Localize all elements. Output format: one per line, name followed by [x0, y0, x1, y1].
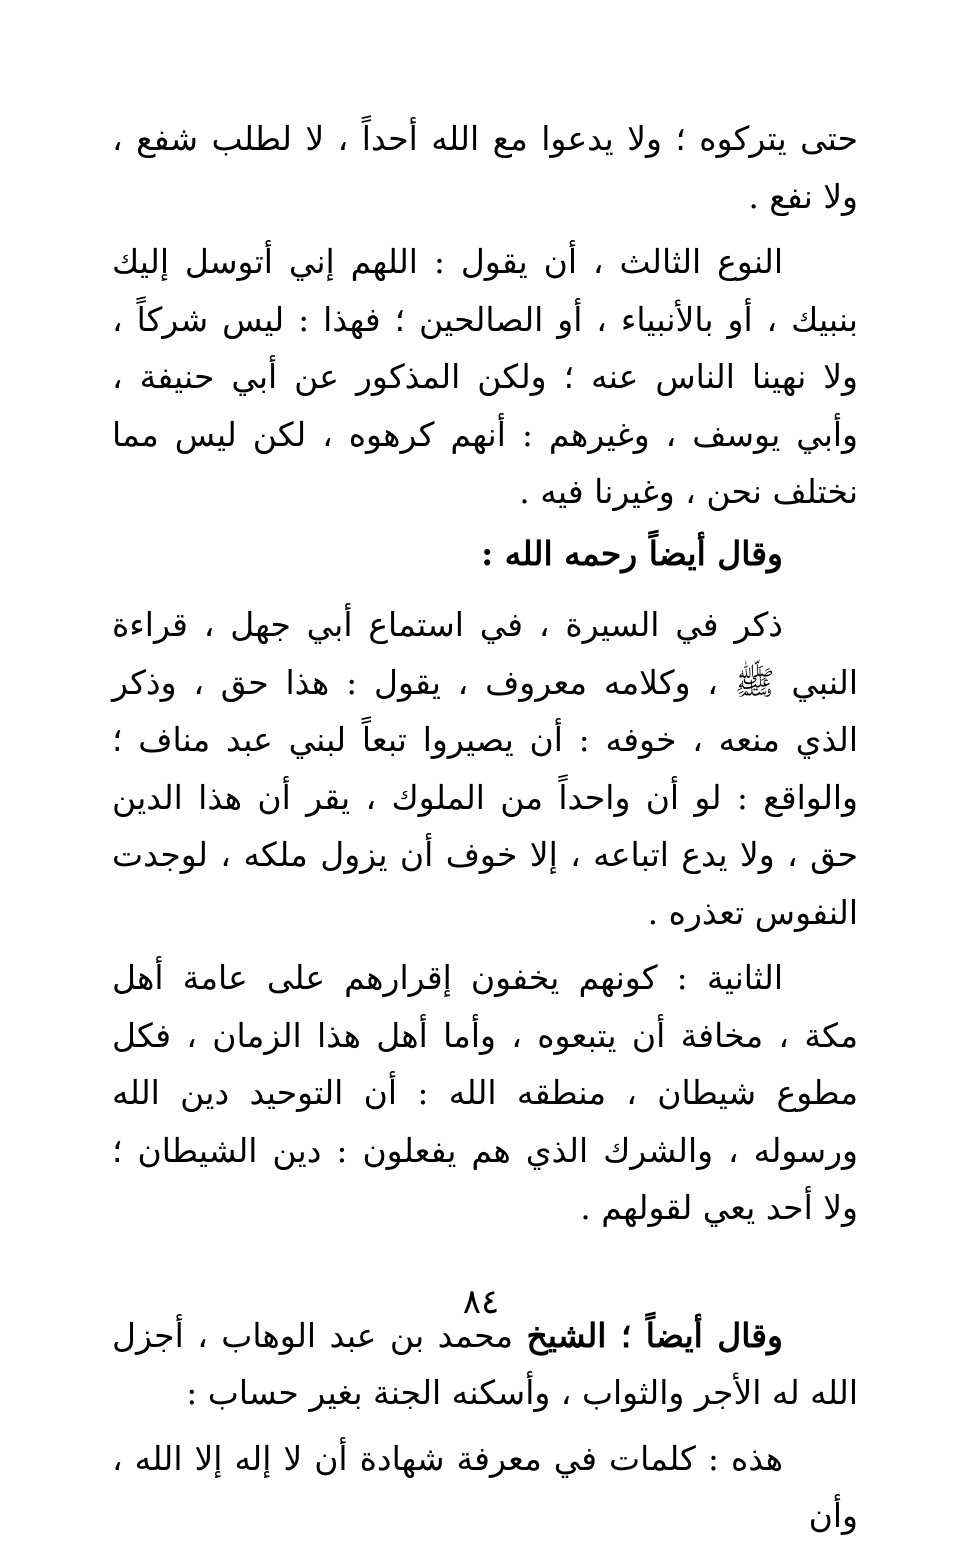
page-body — [112, 110, 858, 1545]
paragraph-3: ذكر في السيرة ، في استماع أبي جهل ، قراءة النبي ﷺ ، وكلامه معروف ، يقول : هذا حق ، وذكر الذي منعه ، خوفه : أن يصيروا تبعاً لبني عبد مناف ؛ والواقع : لو أن واحداً من الملوك ، يقر أن هذا الدين حق ، ولا يدع اتباعه ، إلا خوف أن يزول ملكه ، لوجدت النفوس تعذره . — [112, 605, 858, 932]
paragraph-6: هذه : كلمات في معرفة شهادة أن لا إله إلا الله ، وأن — [112, 1438, 858, 1535]
paragraph-5-bold-lead: وقال أيضاً ؛ الشيخ — [526, 1315, 783, 1355]
paragraph-5-rest: محمد بن عبد الوهاب ، أجزل الله له الأجر والثواب ، وأسكنه الجنة بغير حساب : — [112, 1315, 858, 1412]
section-heading: وقال أيضاً رحمه الله : — [481, 533, 783, 573]
page-number: ٨٤ — [462, 1282, 500, 1322]
paragraph-4: الثانية : كونهم يخفون إقرارهم على عامة أهل مكة ، مخافة أن يتبعوه ، وأما أهل هذا الزمان ، فكل مطوع شيطان ، منطقه الله : أن التوحيد دين الله ورسوله ، والشرك الذي هم يفعلون : دين الشيطان ؛ ولا أحد يعي لقولهم . — [112, 958, 858, 1227]
paragraph-2: النوع الثالث ، أن يقول : اللهم إني أتوسل إليك بنبيك ، أو بالأنبياء ، أو الصالحين ؛ فهذا : ليس شركاً ، ولا نهينا الناس عنه ؛ ولكن المذكور عن أبي حنيفة ، وأبي يوسف ، وغيرهم : أنهم كرهوه ، لكن ليس مما نختلف نحن ، وغيرنا فيه . — [112, 242, 858, 511]
paragraph-5 — [112, 1307, 858, 1422]
paragraph-1: حتى يتركوه ؛ ولا يدعوا مع الله أحداً ، لا لطلب شفع ، ولا نفع . — [112, 119, 858, 216]
